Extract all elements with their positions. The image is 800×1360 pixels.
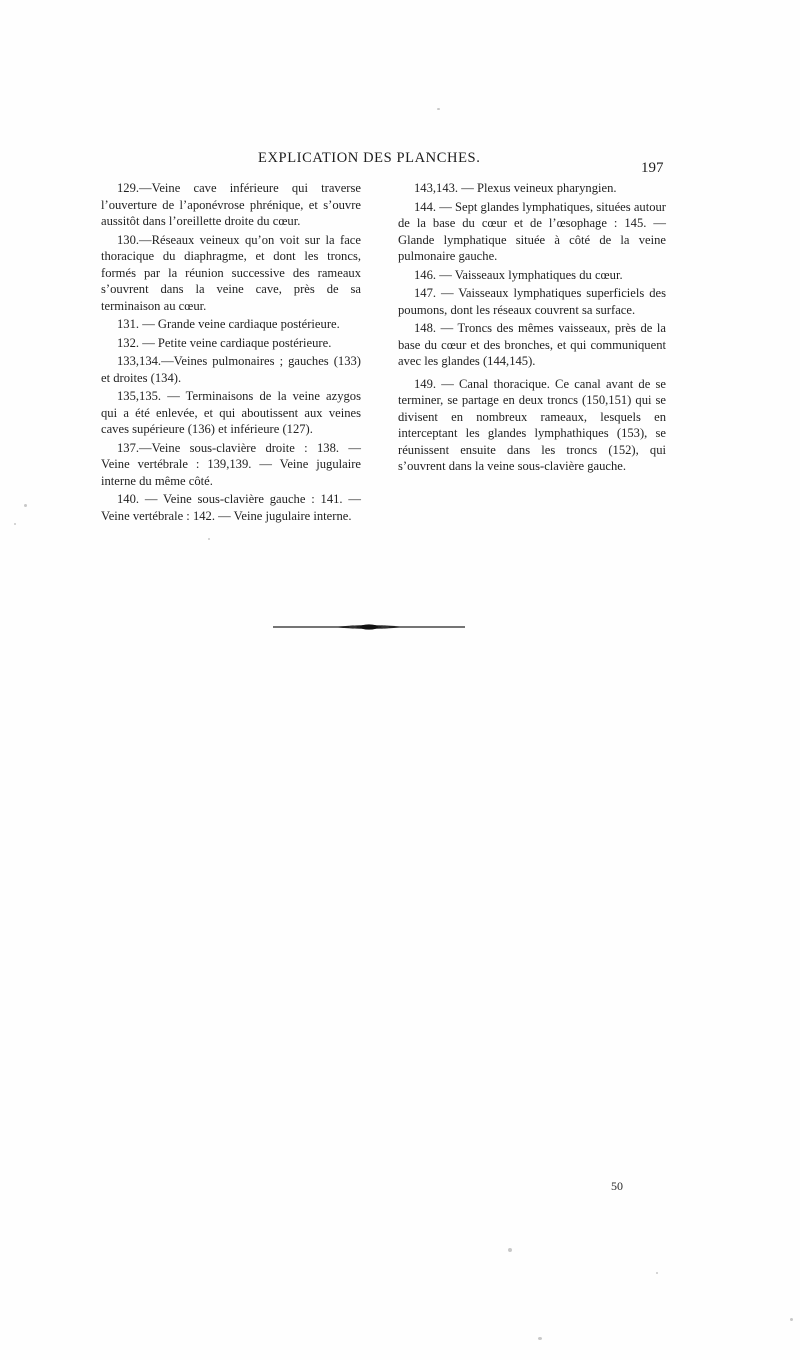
paper-speck — [437, 108, 440, 110]
legend-entry-133-134: 133,134.—Veines pulmonaires ; gauches (133) et droites (134). — [101, 354, 361, 385]
legend-entry-140-142: 140. — Veine sous-clavière gauche : 141. — Veine vertébrale : 142. — Veine jugulaire interne. — [101, 492, 361, 523]
paper-speck — [14, 523, 16, 525]
paper-speck — [656, 1272, 658, 1274]
legend-entry-149: 149. — Canal thoracique. Ce canal avant de se terminer, se partage en deux troncs (150,151) qui se divisent en nombreux rameaux, lesquels en interceptant les glandes lymphathiques (153), se réunissent ensuite dans les troncs (152), qui s’ouvrent dans la veine sous-clavière gauche. — [398, 376, 666, 473]
legend-entry-147: 147. — Vaisseaux lymphatiques superficiels des poumons, dont les réseaux couvrent sa surface. — [398, 286, 666, 317]
paper-speck — [508, 1248, 512, 1252]
page-number: 197 — [641, 160, 664, 176]
paper-speck — [24, 504, 27, 507]
legend-entry-129: 129.—Veine cave inférieure qui traverse l’ouverture de l’aponévrose phrénique, et s’ouvre aussitôt dans l’oreillette droite du cœur. — [101, 181, 361, 228]
running-title: EXPLICATION DES PLANCHES. — [258, 150, 481, 166]
legend-entry-146: 146. — Vaisseaux lymphatiques du cœur. — [414, 267, 623, 282]
legend-entry-148: 148. — Troncs des mêmes vaisseaux, près de la base du cœur et des bronches, et qui communiquent avec les glandes (144,145). — [398, 321, 666, 368]
paper-speck — [790, 1318, 793, 1321]
left-column — [101, 180, 361, 526]
legend-entry-130: 130.—Réseaux veineux qu’on voit sur la face thoracique du diaphragme, et dont les troncs, formés par la réunion successive des rameaux s’ouvrent dans la veine cave, près de sa terminaison au cœur. — [101, 232, 361, 313]
legend-entry-143: 143,143. — Plexus veineux pharyngien. — [414, 181, 617, 195]
legend-entry-144-145: 144. — Sept glandes lymphatiques, situées autour de la base du cœur et de l’œsophage : 145. — Glande lymphatique située à côté de la veine pulmonaire gauche. — [398, 199, 666, 263]
right-column — [398, 180, 666, 477]
paper-speck — [538, 1337, 542, 1340]
paper-speck — [208, 538, 210, 540]
plate-number: 50 — [611, 1179, 623, 1193]
ornamental-rule — [273, 621, 465, 633]
legend-entry-135: 135,135. — Terminaisons de la veine azygos qui a été enlevée, et qui aboutissent aux veines caves supérieure (136) et inférieure (127). — [101, 389, 361, 436]
legend-entry-131: 131. — Grande veine cardiaque postérieure. — [117, 317, 340, 331]
legend-entry-132: 132. — Petite veine cardiaque postérieure. — [117, 335, 332, 350]
legend-entry-137-139: 137.—Veine sous-clavière droite : 138. — Veine vertébrale : 139,139. — Veine jugulaire interne du même côté. — [101, 440, 361, 488]
